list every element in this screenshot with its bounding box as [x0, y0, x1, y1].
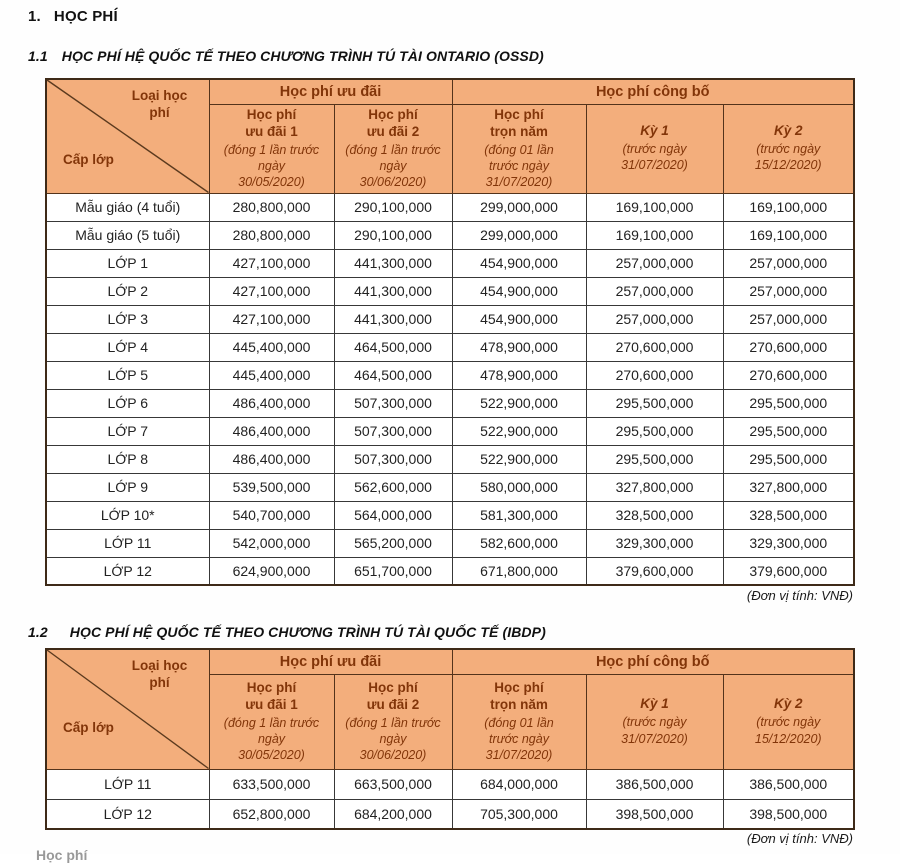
table-row	[46, 417, 854, 445]
table-row	[46, 557, 854, 585]
fee-cell: 295,500,000	[723, 417, 854, 445]
unit-note-table2: (Đơn vị tính: VNĐ)	[746, 831, 853, 846]
fee-cell: 580,000,000	[452, 473, 586, 501]
grade-cell: LỚP 12	[46, 557, 209, 585]
section-1-2-heading	[28, 624, 546, 640]
group-header-published: Học phí công bố	[452, 79, 854, 104]
fee-cell: 295,500,000	[586, 389, 723, 417]
grade-cell: LỚP 11	[46, 769, 209, 799]
grade-cell: LỚP 11	[46, 529, 209, 557]
fee-cell: 280,800,000	[209, 193, 334, 221]
corner-header-cell	[46, 649, 209, 769]
grade-cell: Mẫu giáo (5 tuổi)	[46, 221, 209, 249]
col-header-discount-1: Học phí ưu đãi 1 (đóng 1 lần trước ngày 30/05/2020)	[209, 674, 334, 769]
fee-cell: 651,700,000	[334, 557, 452, 585]
fee-cell: 445,400,000	[209, 333, 334, 361]
fee-cell: 427,100,000	[209, 249, 334, 277]
fee-cell: 454,900,000	[452, 305, 586, 333]
group-header-published: Học phí công bố	[452, 649, 854, 674]
fee-cell: 427,100,000	[209, 305, 334, 333]
table-row	[46, 305, 854, 333]
grade-cell: LỚP 10*	[46, 501, 209, 529]
fee-cell: 582,600,000	[452, 529, 586, 557]
section-1-1-title: HỌC PHÍ HỆ QUỐC TẾ THEO CHƯƠNG TRÌNH TÚ TÀI ONTARIO (OSSD)	[61, 48, 544, 64]
fee-cell: 486,400,000	[209, 389, 334, 417]
fee-cell: 633,500,000	[209, 769, 334, 799]
corner-label-fee-type: Loại học phí	[131, 658, 188, 690]
fee-cell: 280,800,000	[209, 221, 334, 249]
fee-cell: 257,000,000	[723, 249, 854, 277]
fee-cell: 671,800,000	[452, 557, 586, 585]
fee-cell: 663,500,000	[334, 769, 452, 799]
fee-cell: 328,500,000	[723, 501, 854, 529]
table-row	[46, 221, 854, 249]
fee-cell: 257,000,000	[723, 277, 854, 305]
fee-cell: 454,900,000	[452, 277, 586, 305]
table-row	[46, 501, 854, 529]
grade-cell: LỚP 12	[46, 799, 209, 829]
fee-cell: 270,600,000	[723, 333, 854, 361]
section-1-title: HỌC PHÍ	[53, 8, 118, 25]
fee-cell: 329,300,000	[723, 529, 854, 557]
grade-cell: LỚP 5	[46, 361, 209, 389]
col-header-term-1: Kỳ 1 (trước ngày 31/07/2020)	[586, 104, 723, 193]
fee-cell: 507,300,000	[334, 417, 452, 445]
fee-cell: 379,600,000	[586, 557, 723, 585]
fee-cell: 327,800,000	[586, 473, 723, 501]
section-1-1-number: 1.1	[28, 48, 48, 64]
section-1-1-heading	[28, 48, 544, 64]
fee-cell: 169,100,000	[723, 193, 854, 221]
section-1-2-number: 1.2	[28, 624, 48, 640]
corner-header-cell	[46, 79, 209, 193]
fee-cell: 522,900,000	[452, 389, 586, 417]
section-1-2-title: HỌC PHÍ HỆ QUỐC TẾ THEO CHƯƠNG TRÌNH TÚ TÀI QUỐC TẾ (IBDP)	[69, 624, 546, 640]
grade-cell: LỚP 8	[46, 445, 209, 473]
table-row	[46, 277, 854, 305]
fee-cell: 507,300,000	[334, 389, 452, 417]
fee-cell: 290,100,000	[334, 193, 452, 221]
grade-cell: LỚP 9	[46, 473, 209, 501]
group-header-discount: Học phí ưu đãi	[209, 79, 452, 104]
table-row	[46, 333, 854, 361]
col-header-term-2: Kỳ 2 (trước ngày 15/12/2020)	[723, 104, 854, 193]
table-row	[46, 769, 854, 799]
corner-label-fee-type: Loại học phí	[131, 88, 188, 120]
fee-cell: 464,500,000	[334, 333, 452, 361]
fee-cell: 540,700,000	[209, 501, 334, 529]
grade-cell: LỚP 6	[46, 389, 209, 417]
fee-cell: 562,600,000	[334, 473, 452, 501]
table-row	[46, 249, 854, 277]
fee-cell: 441,300,000	[334, 305, 452, 333]
fee-cell: 327,800,000	[723, 473, 854, 501]
col-header-discount-2: Học phí ưu đãi 2 (đóng 1 lần trước ngày 30/06/2020)	[334, 104, 452, 193]
fee-cell: 169,100,000	[586, 193, 723, 221]
grade-cell: Mẫu giáo (4 tuổi)	[46, 193, 209, 221]
fee-cell: 328,500,000	[586, 501, 723, 529]
fee-cell: 270,600,000	[586, 361, 723, 389]
table-row	[46, 529, 854, 557]
grade-cell: LỚP 2	[46, 277, 209, 305]
fee-cell: 295,500,000	[723, 445, 854, 473]
fee-cell: 478,900,000	[452, 333, 586, 361]
fee-cell: 290,100,000	[334, 221, 452, 249]
fee-cell: 624,900,000	[209, 557, 334, 585]
table-row	[46, 473, 854, 501]
col-header-discount-2: Học phí ưu đãi 2 (đóng 1 lần trước ngày 30/06/2020)	[334, 674, 452, 769]
fee-cell: 684,000,000	[452, 769, 586, 799]
header-group-row	[46, 79, 854, 104]
table-row	[46, 799, 854, 829]
fee-cell: 445,400,000	[209, 361, 334, 389]
ossd-fee-table	[45, 78, 855, 586]
col-header-full-year: Học phí trọn năm (đóng 01 lần trước ngày 31/07/2020)	[452, 674, 586, 769]
fee-cell: 386,500,000	[586, 769, 723, 799]
grade-cell: LỚP 4	[46, 333, 209, 361]
fee-cell: 295,500,000	[586, 417, 723, 445]
table-row	[46, 445, 854, 473]
fee-cell: 652,800,000	[209, 799, 334, 829]
table-row	[46, 361, 854, 389]
fee-cell: 478,900,000	[452, 361, 586, 389]
header-group-row	[46, 649, 854, 674]
fee-cell: 270,600,000	[586, 333, 723, 361]
fee-cell: 398,500,000	[723, 799, 854, 829]
fee-cell: 581,300,000	[452, 501, 586, 529]
table-row	[46, 389, 854, 417]
fee-cell: 684,200,000	[334, 799, 452, 829]
fee-cell: 169,100,000	[723, 221, 854, 249]
fee-cell: 329,300,000	[586, 529, 723, 557]
fee-cell: 386,500,000	[723, 769, 854, 799]
col-header-discount-1: Học phí ưu đãi 1 (đóng 1 lần trước ngày 30/05/2020)	[209, 104, 334, 193]
fee-cell: 486,400,000	[209, 445, 334, 473]
table-row	[46, 193, 854, 221]
fee-cell: 522,900,000	[452, 417, 586, 445]
fee-cell: 270,600,000	[723, 361, 854, 389]
fee-cell: 564,000,000	[334, 501, 452, 529]
fee-cell: 464,500,000	[334, 361, 452, 389]
grade-cell: LỚP 1	[46, 249, 209, 277]
fee-cell: 257,000,000	[586, 305, 723, 333]
fee-cell: 257,000,000	[586, 249, 723, 277]
ibdp-fee-table	[45, 648, 855, 830]
fee-cell: 441,300,000	[334, 249, 452, 277]
fee-cell: 441,300,000	[334, 277, 452, 305]
cutoff-text-fragment: Học phí	[36, 847, 88, 863]
fee-cell: 486,400,000	[209, 417, 334, 445]
fee-cell: 257,000,000	[723, 305, 854, 333]
fee-cell: 169,100,000	[586, 221, 723, 249]
section-1-number: 1.	[28, 8, 41, 25]
fee-cell: 705,300,000	[452, 799, 586, 829]
fee-cell: 539,500,000	[209, 473, 334, 501]
fee-cell: 565,200,000	[334, 529, 452, 557]
fee-cell: 379,600,000	[723, 557, 854, 585]
fee-cell: 454,900,000	[452, 249, 586, 277]
fee-cell: 522,900,000	[452, 445, 586, 473]
fee-cell: 257,000,000	[586, 277, 723, 305]
unit-note-table1: (Đơn vị tính: VNĐ)	[746, 588, 853, 603]
col-header-full-year: Học phí trọn năm (đóng 01 lần trước ngày 31/07/2020)	[452, 104, 586, 193]
fee-cell: 398,500,000	[586, 799, 723, 829]
col-header-term-2: Kỳ 2 (trước ngày 15/12/2020)	[723, 674, 854, 769]
fee-cell: 295,500,000	[586, 445, 723, 473]
group-header-discount: Học phí ưu đãi	[209, 649, 452, 674]
fee-cell: 427,100,000	[209, 277, 334, 305]
fee-cell: 507,300,000	[334, 445, 452, 473]
grade-cell: LỚP 3	[46, 305, 209, 333]
section-1-heading	[28, 8, 118, 25]
fee-cell: 542,000,000	[209, 529, 334, 557]
fee-cell: 295,500,000	[723, 389, 854, 417]
col-header-term-1: Kỳ 1 (trước ngày 31/07/2020)	[586, 674, 723, 769]
fee-cell: 299,000,000	[452, 221, 586, 249]
fee-cell: 299,000,000	[452, 193, 586, 221]
corner-label-grade: Cấp lớp	[63, 719, 114, 735]
grade-cell: LỚP 7	[46, 417, 209, 445]
corner-label-grade: Cấp lớp	[63, 151, 114, 167]
